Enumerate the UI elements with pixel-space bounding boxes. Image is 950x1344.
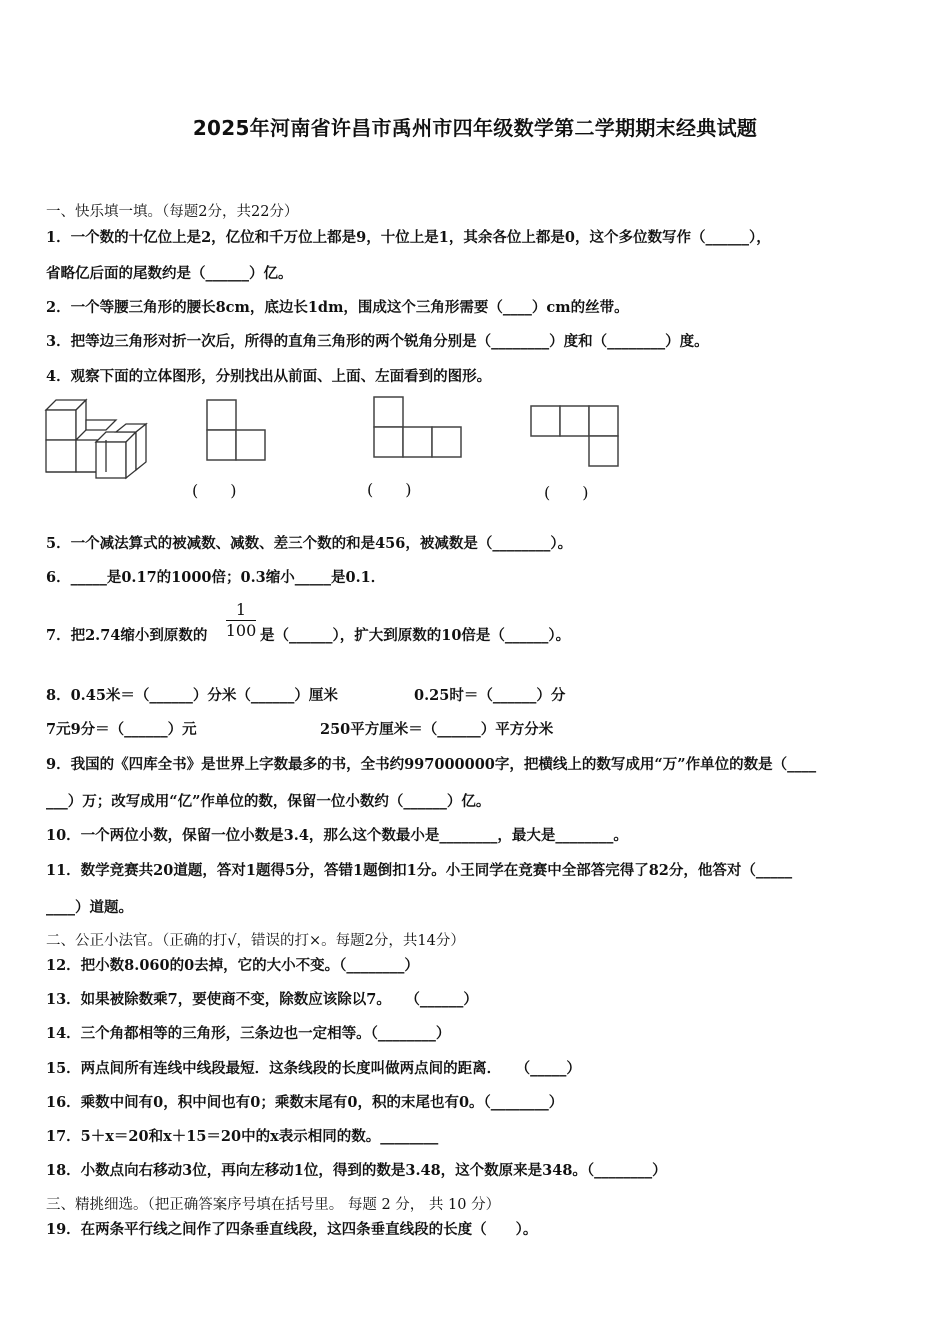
section-2-heading: 二、公正小法官。（正确的打√，错误的打×。每题2分，共14分） (46, 933, 465, 949)
fraction-denominator: 100 (225, 621, 257, 640)
question-2: 2．一个等腰三角形的腰长8cm，底边长1dm，围成这个三角形需要（____）cm的丝带。 (46, 299, 629, 316)
question-3: 3．把等边三角形对折一次后，所得的直角三角形的两个锐角分别是（________）度和（________）度。 (46, 333, 709, 350)
question-7-prefix: 7．把2.74缩小到原数的 (46, 627, 208, 644)
view-figure-b (374, 397, 461, 457)
question-19: 19．在两条平行线之间作了四条垂直线段，这四条垂直线段的长度（ ）。 (46, 1221, 538, 1238)
question-4: 4．观察下面的立体图形，分别找出从前面、上面、左面看到的图形。 (46, 368, 492, 385)
question-18: 18．小数点向右移动3位，再向左移动1位，得到的数是3.48，这个数原来是348。（________） (46, 1162, 667, 1179)
question-11-line-1: 11．数学竞赛共20道题，答对1题得5分，答错1题倒扣1分。小王同学在竞赛中全部答完得了82分，他答对（_____ (46, 862, 793, 879)
question-17: 17．5＋x＝20和x＋15＝20中的x表示相同的数。________ (46, 1128, 439, 1145)
question-1-line-1: 1．一个数的十亿位上是2，亿位和千万位上都是9，十位上是1，其余各位上都是0，这个多位数写作（______）， (46, 229, 771, 246)
question-16: 16．乘数中间有0，积中间也有0；乘数末尾有0，积的末尾也有0。（________） (46, 1094, 564, 1111)
page-title: 2025年河南省许昌市禹州市四年级数学第二学期期末经典试题 (192, 116, 758, 140)
question-13: 13．如果被除数乘7，要使商不变，除数应该除以7。 （______） (46, 991, 478, 1008)
fraction-numerator: 1 (235, 600, 247, 619)
view-figure-c (531, 406, 618, 466)
figure-c-answer-paren: ( ) (544, 483, 589, 502)
figure-b-answer-paren: ( ) (367, 480, 412, 499)
question-9-line-1: 9．我国的《四库全书》是世界上字数最多的书，全书约997000000字，把横线上的数写成用“万”作单位的数是（____ (46, 756, 817, 773)
question-8-part-b: 0.25时＝（______）分 (414, 687, 566, 704)
question-11-line-2: ____）道题。 (46, 899, 133, 916)
question-8-part-d: 250平方厘米＝（______）平方分米 (320, 721, 554, 738)
section-3-heading: 三、精挑细选。（把正确答案序号填在括号里。 每题 2 分， 共 10 分） (46, 1197, 501, 1213)
question-8-part-c: 7元9分＝（______）元 (46, 721, 197, 738)
question-6: 6．_____是0.17的1000倍；0.3缩小_____是0.1． (46, 569, 386, 586)
question-10: 10．一个两位小数，保留一位小数是3.4，那么这个数最小是________，最大是________。 (46, 827, 628, 844)
figure-a-answer-paren: ( ) (192, 481, 237, 500)
section-1-heading: 一、快乐填一填。（每题2分，共22分） (46, 204, 299, 220)
question-8-part-a: 8．0.45米＝（______）分米（______）厘米 (46, 687, 338, 704)
question-14: 14．三个角都相等的三角形，三条边也一定相等。（________） (46, 1025, 451, 1042)
question-5: 5．一个减法算式的被减数、减数、差三个数的和是456，被减数是（________）。 (46, 535, 573, 552)
view-figure-a (207, 400, 265, 460)
question-7-suffix: 是（______），扩大到原数的10倍是（______）。 (260, 627, 571, 644)
question-15: 15．两点间所有连线中线段最短．这条线段的长度叫做两点间的距离． （_____） (46, 1060, 581, 1077)
question-1-line-2: 省略亿后面的尾数约是（______）亿。 (46, 265, 293, 282)
solid-cube-figure (46, 400, 146, 478)
question-9-line-2: ___）万；改写成用“亿”作单位的数，保留一位小数约（______）亿。 (46, 793, 491, 810)
question-7-fraction (224, 600, 258, 641)
question-12: 12．把小数8.060的0去掉，它的大小不变。（________） (46, 957, 419, 974)
